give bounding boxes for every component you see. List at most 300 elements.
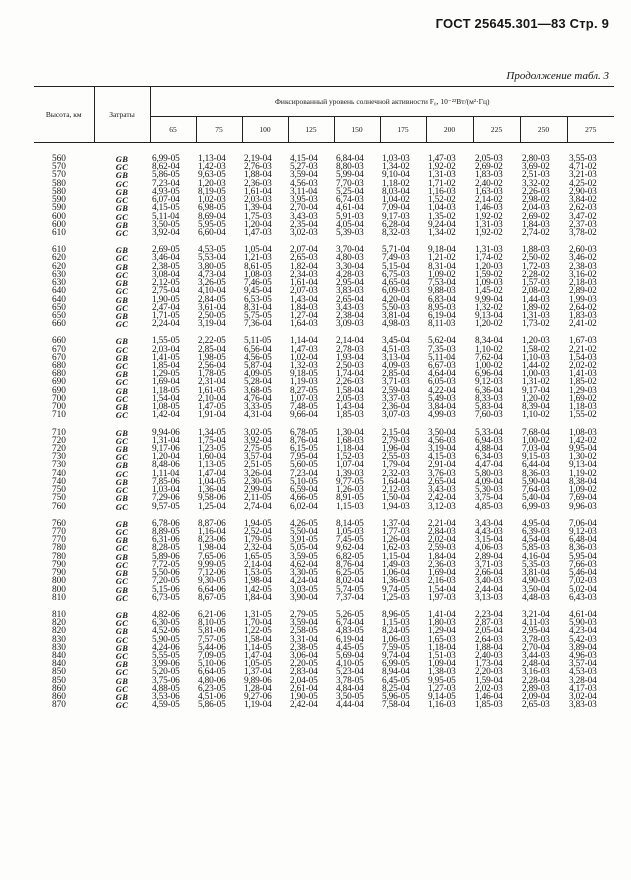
altitude-cell: 680 xyxy=(52,361,66,372)
standard-header: ГОСТ 25645.301—83 Стр. 9 xyxy=(435,16,609,31)
value-cell: 2,65-04 xyxy=(428,476,456,487)
value-cell: 4,90-03 xyxy=(522,576,550,587)
solar-level-header: 65 xyxy=(150,117,196,143)
cost-cell: GB xyxy=(115,460,129,471)
value-cell: 7,68-04 xyxy=(522,427,550,438)
value-cell: 3,08-04 xyxy=(152,269,180,280)
cost-cell: GC xyxy=(115,651,129,662)
altitude-cell: 720 xyxy=(52,444,66,454)
value-cell: 3,90-04 xyxy=(290,592,318,603)
value-cell: 4,28-03 xyxy=(336,269,364,280)
value-cell: 1,97-03 xyxy=(428,592,456,603)
value-cell: 6,05-03 xyxy=(428,377,456,388)
value-cell: 2,56-04 xyxy=(198,361,226,372)
value-cell: 7,66-03 xyxy=(569,559,597,570)
value-cell: 1,19-03 xyxy=(290,377,318,388)
value-cell: 2,10-04 xyxy=(198,393,226,404)
value-cell: 6,78-05 xyxy=(290,427,318,438)
value-cell: 2,02-03 xyxy=(475,683,503,694)
value-cell: 9,18-04 xyxy=(428,245,456,256)
value-cell: 9,99-04 xyxy=(475,294,503,305)
value-cell: 2,21-04 xyxy=(428,518,456,529)
value-cell: 3,75-04 xyxy=(475,493,503,504)
value-cell: 1,96-04 xyxy=(382,444,410,454)
value-cell: 1,26-04 xyxy=(382,535,410,546)
value-cell: 1,13-04 xyxy=(198,154,226,164)
value-cell: 2,05-03 xyxy=(336,393,364,404)
table-body xyxy=(34,143,614,710)
value-cell: 7,45-05 xyxy=(336,535,364,546)
value-cell: 2,75-05 xyxy=(244,444,272,454)
value-cell: 1,30-02 xyxy=(569,452,597,463)
value-cell: 1,89-02 xyxy=(522,302,550,313)
value-cell: 5,50-06 xyxy=(152,568,180,579)
value-cell: 1,84-04 xyxy=(428,551,456,562)
value-cell: 1,07-04 xyxy=(336,460,364,471)
value-cell: 1,20-02 xyxy=(522,393,550,404)
value-cell: 6,99-05 xyxy=(152,154,180,164)
altitude-cell: 830 xyxy=(52,634,66,645)
value-cell: 2,36-03 xyxy=(428,559,456,570)
value-cell: 2,60-03 xyxy=(569,245,597,256)
solar-level-header: 100 xyxy=(242,117,288,143)
value-cell: 1,57-03 xyxy=(522,278,550,289)
altitude-cell: 710 xyxy=(52,427,66,438)
value-cell: 3,07-03 xyxy=(382,410,410,421)
altitude-cell: 770 xyxy=(52,526,66,537)
value-cell: 3,47-02 xyxy=(569,211,597,222)
altitude-cell: 850 xyxy=(52,667,66,678)
value-cell: 2,65-03 xyxy=(290,253,318,264)
value-cell: 2,19-04 xyxy=(244,154,272,164)
value-cell: 1,37-04 xyxy=(244,667,272,678)
value-cell: 4,47-04 xyxy=(475,460,503,471)
value-cell: 3,53-06 xyxy=(152,692,180,703)
value-cell: 3,06-04 xyxy=(290,651,318,662)
value-cell: 3,33-05 xyxy=(244,402,272,413)
value-cell: 2,83-04 xyxy=(290,667,318,678)
value-cell: 5,15-04 xyxy=(382,261,410,272)
cost-cell: GB xyxy=(115,369,129,380)
value-cell: 1,08-03 xyxy=(244,269,272,280)
value-cell: 1,78-05 xyxy=(198,369,226,380)
value-cell: 6,60-04 xyxy=(198,227,226,238)
value-cell: 1,54-03 xyxy=(569,352,597,363)
value-cell: 1,09-02 xyxy=(569,485,597,496)
altitude-cell: 650 xyxy=(52,310,66,321)
value-cell: 5,10-06 xyxy=(198,659,226,670)
value-cell: 5,91-03 xyxy=(336,211,364,222)
value-cell: 1,98-04 xyxy=(244,576,272,587)
value-cell: 9,13-04 xyxy=(475,310,503,321)
value-cell: 5,80-03 xyxy=(475,468,503,479)
altitude-cell: 640 xyxy=(52,294,66,305)
value-cell: 9,95-05 xyxy=(428,675,456,686)
value-cell: 1,03-04 xyxy=(152,485,180,496)
value-cell: 2,09-04 xyxy=(522,692,550,703)
value-cell: 1,38-03 xyxy=(428,667,456,678)
value-cell: 6,84-04 xyxy=(336,154,364,164)
value-cell: 2,50-05 xyxy=(198,310,226,321)
value-cell: 3,76-03 xyxy=(428,468,456,479)
cost-cell: GC xyxy=(115,667,129,678)
value-cell: 3,78-02 xyxy=(569,227,597,238)
value-cell: 1,28-04 xyxy=(244,683,272,694)
value-cell: 3,57-04 xyxy=(244,452,272,463)
value-cell: 1,02-03 xyxy=(198,195,226,206)
value-cell: 1,45-02 xyxy=(475,286,503,297)
altitude-cell: 870 xyxy=(52,700,66,711)
value-cell: 1,19-02 xyxy=(569,468,597,479)
value-cell: 5,99-04 xyxy=(336,170,364,181)
value-cell: 2,26-03 xyxy=(522,186,550,197)
value-cell: 2,55-03 xyxy=(382,452,410,463)
value-cell: 2,89-03 xyxy=(522,683,550,694)
value-cell: 3,21-04 xyxy=(522,609,550,620)
value-cell: 3,37-03 xyxy=(382,393,410,404)
value-cell: 6,25-05 xyxy=(336,568,364,579)
value-cell: 1,47-03 xyxy=(244,227,272,238)
value-cell: 1,05-03 xyxy=(336,526,364,537)
value-cell: 4,80-06 xyxy=(198,675,226,686)
value-cell: 1,61-04 xyxy=(290,278,318,289)
value-cell: 1,43-04 xyxy=(290,294,318,305)
value-cell: 3,26-04 xyxy=(244,468,272,479)
value-cell: 1,47-04 xyxy=(198,468,226,479)
value-cell: 1,84-03 xyxy=(522,219,550,230)
value-cell: 3,81-04 xyxy=(382,310,410,321)
value-cell: 1,21-03 xyxy=(244,253,272,264)
value-cell: 4,53-03 xyxy=(569,667,597,678)
value-cell: 8,27-05 xyxy=(290,385,318,396)
value-cell: 4,24-06 xyxy=(152,642,180,653)
value-cell: 1,73-02 xyxy=(522,319,550,330)
value-cell: 6,21-06 xyxy=(198,609,226,620)
value-cell: 1,05-05 xyxy=(244,659,272,670)
value-cell: 4,61-04 xyxy=(569,609,597,620)
value-cell: 1,34-02 xyxy=(428,227,456,238)
value-cell: 1,41-03 xyxy=(569,369,597,380)
value-cell: 2,18-03 xyxy=(569,278,597,289)
value-cell: 2,40-02 xyxy=(475,178,503,189)
value-cell: 4,10-05 xyxy=(336,659,364,670)
altitude-cell: 760 xyxy=(52,518,66,529)
value-cell: 1,79-05 xyxy=(244,535,272,546)
altitude-cell: 770 xyxy=(52,535,66,546)
solar-level-header: 75 xyxy=(196,117,242,143)
value-cell: 7,09-04 xyxy=(382,203,410,214)
value-cell: 8,69-04 xyxy=(198,211,226,222)
value-cell: 5,27-03 xyxy=(290,162,318,173)
value-cell: 6,73-05 xyxy=(152,592,180,603)
altitude-cell: 740 xyxy=(52,468,66,479)
value-cell: 6,74-04 xyxy=(336,618,364,629)
value-cell: 4,96-03 xyxy=(569,651,597,662)
cost-cell: GB xyxy=(115,675,129,686)
value-cell: 1,91-04 xyxy=(198,410,226,421)
solar-level-header: 275 xyxy=(567,117,614,143)
value-cell: 1,06-04 xyxy=(382,568,410,579)
value-cell: 1,39-04 xyxy=(244,203,272,214)
value-cell: 5,96-05 xyxy=(382,692,410,703)
value-cell: 2,70-04 xyxy=(290,203,318,214)
value-cell: 1,02-04 xyxy=(290,352,318,363)
value-cell: 4,65-04 xyxy=(382,278,410,289)
value-cell: 2,89-04 xyxy=(475,551,503,562)
value-cell: 6,78-06 xyxy=(152,518,180,529)
value-cell: 4,15-03 xyxy=(428,452,456,463)
value-cell: 2,75-04 xyxy=(152,286,180,297)
value-cell: 8,91-05 xyxy=(336,493,364,504)
value-cell: 7,23-04 xyxy=(290,468,318,479)
value-cell: 2,76-03 xyxy=(244,162,272,173)
value-cell: 4,51-03 xyxy=(382,344,410,355)
altitude-column-header: Высота, км xyxy=(34,87,94,143)
value-cell: 1,55-05 xyxy=(152,336,180,347)
value-cell: 4,48-03 xyxy=(522,592,550,603)
cost-cell: GC xyxy=(115,683,129,694)
value-cell: 3,50-05 xyxy=(336,692,364,703)
cost-cell: GC xyxy=(115,410,129,421)
value-cell: 1,99-03 xyxy=(569,294,597,305)
value-cell: 9,10-04 xyxy=(382,170,410,181)
value-cell: 7,48-05 xyxy=(290,402,318,413)
value-cell: 1,16-04 xyxy=(198,526,226,537)
value-cell: 3,40-03 xyxy=(475,576,503,587)
value-cell: 7,03-04 xyxy=(522,444,550,454)
value-cell: 1,29-05 xyxy=(152,369,180,380)
value-cell: 3,28-04 xyxy=(569,675,597,686)
value-cell: 6,36-04 xyxy=(475,385,503,396)
value-cell: 2,78-03 xyxy=(336,344,364,355)
value-cell: 2,87-03 xyxy=(475,618,503,629)
value-cell: 4,26-05 xyxy=(290,518,318,529)
value-cell: 8,89-05 xyxy=(152,526,180,537)
value-cell: 4,76-04 xyxy=(244,393,272,404)
value-cell: 4,56-05 xyxy=(244,352,272,363)
table-row xyxy=(34,229,614,237)
value-cell: 1,54-04 xyxy=(152,393,180,404)
altitude-cell: 730 xyxy=(52,452,66,463)
value-cell: 4,23-04 xyxy=(569,626,597,637)
value-cell: 1,35-02 xyxy=(428,211,456,222)
cost-cell: GB xyxy=(115,427,129,438)
value-cell: 5,86-05 xyxy=(152,170,180,181)
cost-cell: GB xyxy=(115,568,129,579)
value-cell: 9,12-03 xyxy=(569,526,597,537)
value-cell: 5,90-04 xyxy=(522,476,550,487)
value-cell: 9,66-04 xyxy=(290,410,318,421)
cost-cell: GB xyxy=(115,219,129,230)
value-cell: 8,33-03 xyxy=(475,393,503,404)
value-cell: 1,70-04 xyxy=(244,618,272,629)
value-cell: 7,57-05 xyxy=(198,634,226,645)
value-cell: 1,20-03 xyxy=(522,336,550,347)
value-cell: 7,06-04 xyxy=(569,518,597,529)
value-cell: 6,30-05 xyxy=(152,618,180,629)
value-cell: 4,73-04 xyxy=(198,269,226,280)
value-cell: 2,65-04 xyxy=(336,294,364,305)
cost-cell: GC xyxy=(115,253,129,264)
value-cell: 8,23-06 xyxy=(198,535,226,546)
value-cell: 1,88-04 xyxy=(475,642,503,653)
value-cell: 3,12-03 xyxy=(428,501,456,512)
altitude-cell: 670 xyxy=(52,344,66,355)
cost-column-header: Затраты xyxy=(94,87,150,143)
cost-cell: GB xyxy=(115,493,129,504)
value-cell: 3,70-04 xyxy=(336,245,364,256)
altitude-cell: 670 xyxy=(52,352,66,363)
value-cell: 5,75-05 xyxy=(244,310,272,321)
value-cell: 1,04-03 xyxy=(428,203,456,214)
value-cell: 1,82-04 xyxy=(290,261,318,272)
value-cell: 2,50-02 xyxy=(522,253,550,264)
value-cell: 5,23-04 xyxy=(336,667,364,678)
value-cell: 9,99-05 xyxy=(198,559,226,570)
value-cell: 2,66-04 xyxy=(475,568,503,579)
value-cell: 1,00-03 xyxy=(522,369,550,380)
value-cell: 1,04-05 xyxy=(198,476,226,487)
value-cell: 2,14-04 xyxy=(244,559,272,570)
value-cell: 3,44-03 xyxy=(522,651,550,662)
value-cell: 4,64-04 xyxy=(428,369,456,380)
value-cell: 3,32-02 xyxy=(522,178,550,189)
value-cell: 6,53-05 xyxy=(244,294,272,305)
value-cell: 1,20-03 xyxy=(475,261,503,272)
value-cell: 1,31-04 xyxy=(152,435,180,446)
value-cell: 2,95-04 xyxy=(522,626,550,637)
value-cell: 2,69-02 xyxy=(475,162,503,173)
value-cell: 2,95-04 xyxy=(336,278,364,289)
value-cell: 1,10-03 xyxy=(522,352,550,363)
cost-cell: GC xyxy=(115,700,129,711)
value-cell: 1,74-04 xyxy=(336,369,364,380)
cost-cell: GB xyxy=(115,336,129,347)
altitude-cell: 690 xyxy=(52,377,66,388)
value-cell: 1,58-04 xyxy=(336,385,364,396)
value-cell: 1,83-03 xyxy=(569,310,597,321)
value-cell: 4,09-05 xyxy=(244,369,272,380)
value-cell: 1,44-02 xyxy=(522,361,550,372)
altitude-cell: 850 xyxy=(52,675,66,686)
value-cell: 4,82-06 xyxy=(152,609,180,620)
value-cell: 1,08-05 xyxy=(152,402,180,413)
value-cell: 3,11-04 xyxy=(290,186,318,197)
value-cell: 5,40-04 xyxy=(522,493,550,504)
value-cell: 2,69-05 xyxy=(152,245,180,256)
value-cell: 9,12-03 xyxy=(475,377,503,388)
value-cell: 2,31-04 xyxy=(198,377,226,388)
value-cell: 6,94-03 xyxy=(475,435,503,446)
value-cell: 2,47-04 xyxy=(152,302,180,313)
value-cell: 3,59-04 xyxy=(290,170,318,181)
value-cell: 6,23-05 xyxy=(198,683,226,694)
altitude-cell: 600 xyxy=(52,219,66,230)
value-cell: 5,49-03 xyxy=(428,393,456,404)
cost-cell: GC xyxy=(115,162,129,173)
altitude-cell: 570 xyxy=(52,170,66,181)
cost-cell: GB xyxy=(115,203,129,214)
value-cell: 1,42-04 xyxy=(152,410,180,421)
value-cell: 2,99-04 xyxy=(244,485,272,496)
cost-cell: GB xyxy=(115,170,129,181)
value-cell: 7,53-04 xyxy=(428,278,456,289)
solar-level-header: 200 xyxy=(426,117,473,143)
altitude-cell: 700 xyxy=(52,402,66,413)
value-cell: 5,95-05 xyxy=(198,219,226,230)
value-cell: 1,62-03 xyxy=(382,543,410,554)
value-cell: 1,11-04 xyxy=(152,468,180,479)
value-cell: 2,24-04 xyxy=(152,319,180,330)
table-row xyxy=(34,594,614,602)
value-cell: 2,85-04 xyxy=(382,369,410,380)
value-cell: 3,13-03 xyxy=(475,592,503,603)
value-cell: 3,55-03 xyxy=(569,154,597,164)
value-cell: 8,10-05 xyxy=(198,618,226,629)
value-cell: 5,50-04 xyxy=(290,526,318,537)
cost-cell: GC xyxy=(115,286,129,297)
value-cell: 1,36-03 xyxy=(382,576,410,587)
cost-cell: GB xyxy=(115,476,129,487)
value-cell: 1,67-03 xyxy=(569,336,597,347)
value-cell: 2,59-03 xyxy=(428,543,456,554)
value-cell: 1,20-03 xyxy=(198,178,226,189)
value-cell: 4,56-03 xyxy=(428,435,456,446)
value-cell: 1,44-03 xyxy=(522,294,550,305)
value-cell: 4,09-03 xyxy=(382,361,410,372)
value-cell: 1,58-02 xyxy=(522,344,550,355)
value-cell: 1,09-03 xyxy=(475,278,503,289)
value-cell: 5,53-04 xyxy=(198,253,226,264)
value-cell: 3,80-05 xyxy=(198,261,226,272)
value-cell: 1,46-04 xyxy=(475,692,503,703)
table-row xyxy=(34,701,614,709)
value-cell: 3,57-04 xyxy=(569,659,597,670)
altitude-cell: 660 xyxy=(52,319,66,330)
cost-cell: GC xyxy=(115,634,129,645)
value-cell: 4,05-04 xyxy=(336,219,364,230)
cost-cell: GB xyxy=(115,278,129,289)
cost-cell: GC xyxy=(115,501,129,512)
value-cell: 6,98-05 xyxy=(198,203,226,214)
value-cell: 6,75-03 xyxy=(382,269,410,280)
value-cell: 1,47-03 xyxy=(428,154,456,164)
altitude-cell: 760 xyxy=(52,501,66,512)
value-cell: 4,99-03 xyxy=(428,410,456,421)
cost-cell: GB xyxy=(115,186,129,197)
value-cell: 7,59-05 xyxy=(382,642,410,653)
value-cell: 4,71-02 xyxy=(569,162,597,173)
value-cell: 5,89-06 xyxy=(152,551,180,562)
value-cell: 6,56-04 xyxy=(244,344,272,355)
altitude-cell: 790 xyxy=(52,559,66,570)
value-cell: 3,43-03 xyxy=(336,302,364,313)
altitude-cell: 730 xyxy=(52,460,66,471)
value-cell: 1,60-04 xyxy=(198,452,226,463)
value-cell: 2,62-03 xyxy=(569,203,597,214)
value-cell: 2,79-05 xyxy=(290,609,318,620)
value-cell: 3,78-03 xyxy=(522,634,550,645)
value-cell: 1,53-05 xyxy=(244,568,272,579)
solar-level-header: 250 xyxy=(520,117,567,143)
value-cell: 1,14-05 xyxy=(244,642,272,653)
value-cell: 1,32-03 xyxy=(290,361,318,372)
value-cell: 2,28-02 xyxy=(522,269,550,280)
value-cell: 4,62-04 xyxy=(290,559,318,570)
solar-activity-header: Фиксированный уровень солнечной активности F₀, 10⁻²²Вт/(м²·Гц) xyxy=(150,87,614,117)
value-cell: 2,07-04 xyxy=(290,245,318,256)
value-cell: 2,38-05 xyxy=(152,261,180,272)
